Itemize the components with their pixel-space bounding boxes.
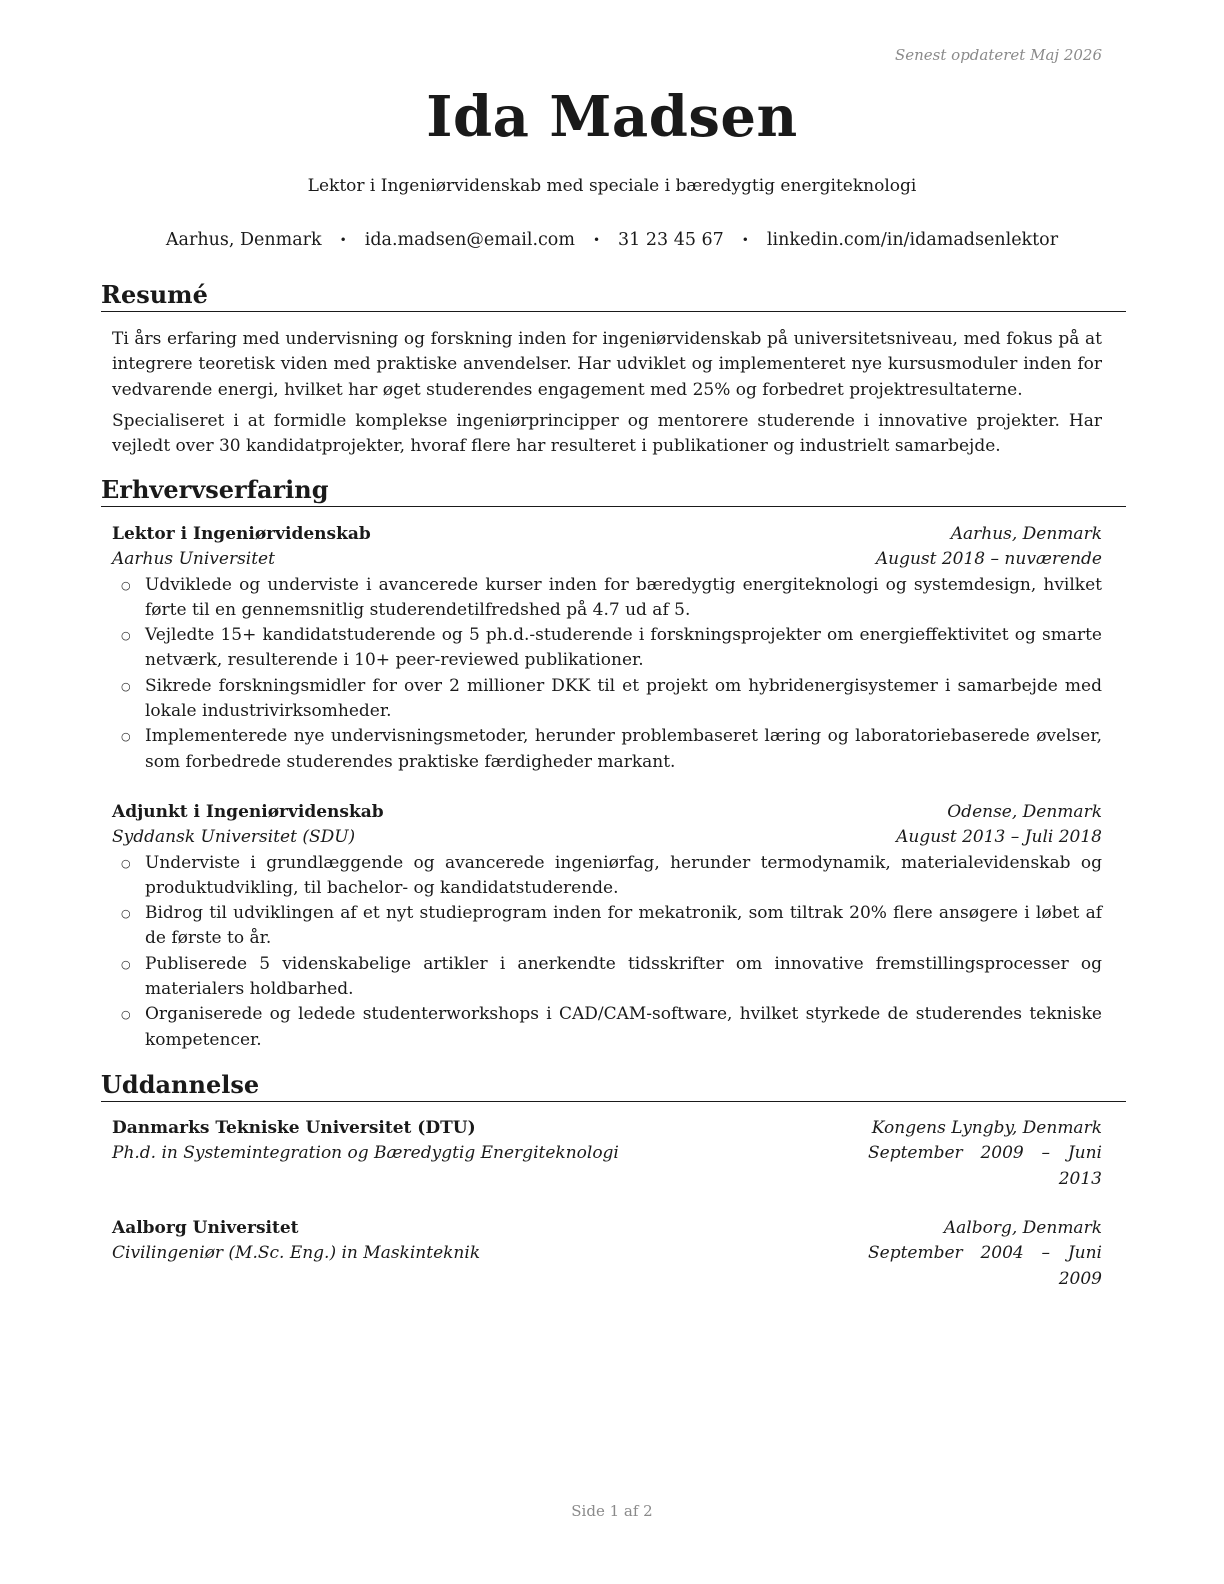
experience-entry — [112, 522, 1102, 775]
contact-phone: 31 23 45 67 — [618, 230, 724, 250]
education-dates: September 2009 – Juni 2013 — [868, 1143, 1102, 1189]
bullet-circle-icon: ○ — [121, 629, 131, 643]
bullet-circle-icon: ○ — [121, 679, 131, 693]
school-location: Kongens Lyngby, Denmark — [871, 1118, 1102, 1138]
summary-paragraph: Ti års erfaring med undervisning og forskning inden for ingeniørvidenskab på universitetsniveau, med fokus på at integrere teoretisk viden med praktiske anvendelser. Har udviklet og implementeret nye kursusmoduler inden for vedvarende energi, hvilket har øget studerendes engagement med 25% og forbedret projektresultaterne. — [112, 329, 1102, 400]
job-location: Aarhus, Denmark — [950, 524, 1102, 544]
bullet-circle-icon: ○ — [121, 578, 131, 592]
section-title-experience: Erhvervserfaring — [101, 475, 1126, 507]
job-organization: Aarhus Universitet — [112, 549, 275, 570]
last-updated: Senest opdateret Maj 2026 — [894, 46, 1102, 64]
bullet-text: Vejledte 15+ kandidatstuderende og 5 ph.d.-studerende i forskningsprojekter om energieffektivitet og smarte netværk, resulterende i 10+ peer-reviewed publikationer. — [145, 625, 1102, 671]
job-location: Odense, Denmark — [947, 802, 1102, 822]
bullet-text: Implementerede nye undervisningsmetoder, herunder problembaseret læring og laboratoriebaserede øvelser, som forbedrede studerendes praktiske færdigheder markant. — [145, 726, 1102, 772]
education-entry — [112, 1116, 1102, 1192]
list-item — [112, 851, 1102, 902]
bullet-text: Sikrede forskningsmidler for over 2 millioner DKK til et projekt om hybridenergisystemer i samarbejde med lokale industrivirksomheder. — [145, 675, 1102, 722]
page-number: Side 1 af 2 — [571, 1502, 653, 1520]
contact-line — [0, 230, 1224, 250]
school-name: Danmarks Tekniske Universitet (DTU) — [112, 1118, 476, 1138]
experience-entry — [112, 800, 1102, 1053]
person-name: Ida Madsen — [426, 84, 798, 150]
bullet-text: Organiserede og ledede studenterworkshops i CAD/CAM-software, hvilket styrkede de studerendes tekniske kompetencer. — [145, 1004, 1102, 1050]
section-title-education: Uddannelse — [101, 1070, 1126, 1102]
list-item — [112, 573, 1102, 624]
job-bullet-list — [112, 851, 1102, 1053]
bullet-circle-icon: ○ — [121, 1008, 131, 1022]
education-dates: September 2004 – Juni 2009 — [868, 1243, 1102, 1289]
job-role: Adjunkt i Ingeniørvidenskab — [112, 802, 384, 822]
degree-name: Ph.d. in Systemintegration og Bæredygtig Energiteknologi — [112, 1143, 619, 1164]
bullet-text: Udviklede og underviste i avancerede kurser inden for bæredygtig energiteknologi og systemdesign, hvilket førte til en gennemsnitlig studerendetilfredshed på 4.7 ud af 5. — [145, 574, 1102, 620]
list-item — [112, 623, 1102, 674]
education-entry — [112, 1216, 1102, 1292]
bullet-circle-icon: ○ — [121, 907, 131, 921]
bullet-circle-icon: ○ — [121, 730, 131, 744]
bullet-text: Publiserede 5 videnskabelige artikler i anerkendte tidsskrifter om innovative fremstillingsprocesser og materialers holdbarhed. — [145, 953, 1102, 1000]
contact-separator: • — [592, 233, 601, 247]
job-organization: Syddansk Universitet (SDU) — [112, 827, 356, 848]
school-location: Aalborg, Denmark — [943, 1218, 1102, 1238]
bullet-text: Underviste i grundlæggende og avancerede ingeniørfag, herunder termodynamik, materialevidenskab og produktudvikling, til bachelor- og kandidatstuderende. — [145, 852, 1102, 898]
school-name: Aalborg Universitet — [112, 1218, 299, 1238]
contact-separator: • — [741, 233, 749, 247]
contact-email[interactable]: ida.madsen@email.com — [364, 230, 575, 250]
job-dates: August 2018 – nuværende — [875, 549, 1102, 570]
job-dates: August 2013 – Juli 2018 — [896, 827, 1102, 848]
section-title-summary: Resumé — [101, 280, 1126, 312]
bullet-text: Bidrog til udviklingen af et nyt studieprogram inden for mekatronik, som tiltrak 20% flere ansøgere i løbet af de første to år. — [145, 903, 1102, 949]
contact-separator: • — [339, 233, 347, 247]
contact-linkedin[interactable]: linkedin.com/in/idamadsenlektor — [766, 230, 1059, 250]
job-role: Lektor i Ingeniørvidenskab — [112, 524, 371, 544]
degree-name: Civilingeniør (M.Sc. Eng.) in Maskinteknik — [112, 1243, 481, 1264]
list-item — [112, 901, 1102, 952]
bullet-circle-icon: ○ — [121, 957, 131, 971]
job-bullet-list — [112, 573, 1102, 775]
list-item — [112, 1002, 1102, 1053]
list-item — [112, 952, 1102, 1003]
summary-paragraph: Specialiseret i at formidle komplekse ingeniørprincipper og mentorere studerende i innovative projekter. Har vejledt over 30 kandidatprojekter, hvoraf flere har resulteret i publikationer og industrielt samarbejde. — [112, 411, 1102, 457]
bullet-circle-icon: ○ — [121, 856, 131, 870]
contact-location: Aarhus, Denmark — [165, 230, 322, 250]
list-item — [112, 724, 1102, 775]
list-item — [112, 674, 1102, 725]
tagline: Lektor i Ingeniørvidenskab med speciale i bæredygtig energiteknologi — [307, 176, 917, 196]
